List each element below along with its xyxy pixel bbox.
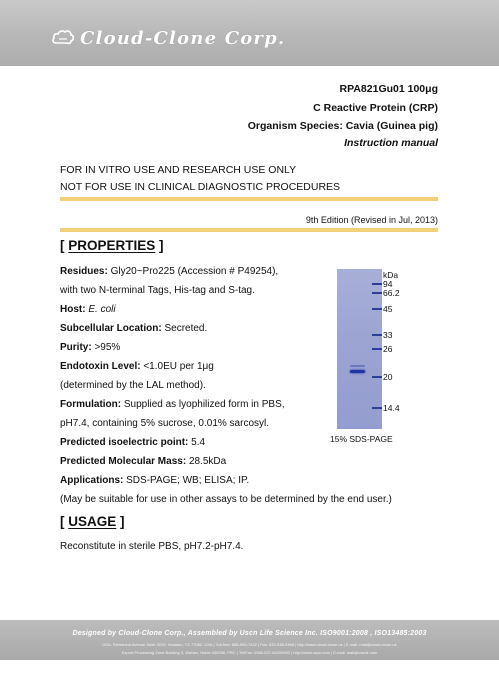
kda-unit-label: kDa xyxy=(383,270,399,280)
formulation-row: Formulation: Supplied as lyophilized form in PBS, xyxy=(60,399,285,410)
brand xyxy=(52,26,285,50)
marker-label-20: 20 xyxy=(383,372,393,382)
marker-label-94: 94 xyxy=(383,279,393,289)
clinical-use-notice: NOT FOR USE IN CLINICAL DIAGNOSTIC PROCEDURES xyxy=(60,181,341,193)
marker-label-26: 26 xyxy=(383,344,393,354)
divider xyxy=(60,228,438,232)
usage-text: Reconstitute in sterile PBS, pH7.2-pH7.4. xyxy=(60,541,244,552)
marker-band xyxy=(372,334,382,336)
applications-row: Applications: SDS-PAGE; WB; ELISA; IP. xyxy=(60,475,250,486)
edition-note: 9th Edition (Revised in Jul, 2013) xyxy=(305,215,438,225)
host-row: Host: E. coli xyxy=(60,304,116,315)
marker-band xyxy=(372,308,382,310)
gel-caption: 15% SDS-PAGE xyxy=(330,434,393,444)
marker-band xyxy=(372,407,382,409)
marker-band xyxy=(372,283,382,285)
document-type: Instruction manual xyxy=(344,137,438,149)
purity-row: Purity: >95% xyxy=(60,342,121,353)
marker-band xyxy=(372,292,382,294)
formulation-cont: pH7.4, containing 5% sucrose, 0.01% sarcosyl. xyxy=(60,418,269,429)
cloud-logo-icon xyxy=(52,28,74,48)
marker-label-33: 33 xyxy=(383,330,393,340)
research-use-notice: FOR IN VITRO USE AND RESEARCH USE ONLY xyxy=(60,164,297,176)
usage-heading: [ USAGE ] xyxy=(60,514,125,529)
footer-china-address: Export Processing Zone Building 3, Wuhan, Hubei 430056, PRC | Tel/Fax: 0086-027-84259552 | http://www.uscn.com | E-mail: mail@uscnk.com xyxy=(121,650,378,655)
footer-usa-address: USA: Richmond Avenue Suite 3019, Houston, TX 77082, USA | Toll-free: 888-960-7402 | Fax: 832-538-0368 | http://www.cloud-clone.us | E-mail: mail@cloud-clone.us xyxy=(102,642,397,647)
marker-band xyxy=(372,348,382,350)
molecular-mass-row: Predicted Molecular Mass: 28.5kDa xyxy=(60,456,227,467)
residues-cont: with two N-terminal Tags, His-tag and S-tag. xyxy=(60,285,255,296)
subcellular-row: Subcellular Location: Secreted. xyxy=(60,323,208,334)
sample-band xyxy=(350,370,365,373)
organism-species: Organism Species: Cavia (Guinea pig) xyxy=(247,120,438,132)
marker-band xyxy=(372,376,382,378)
catalog-number: RPA821Gu01 100μg xyxy=(339,83,438,95)
footer-credits: Designed by Cloud-Clone Corp., Assembled by Uscn Life Science Inc. ISO9001:2008 , ISO13485:2003 xyxy=(72,630,427,637)
applications-note: (May be suitable for use in other assays to be determined by the end user.) xyxy=(60,494,392,505)
marker-label-45: 45 xyxy=(383,304,393,314)
isoelectric-point-row: Predicted isoelectric point: 5.4 xyxy=(60,437,206,448)
properties-heading: [ PROPERTIES ] xyxy=(60,238,164,253)
marker-label-66: 66.2 xyxy=(383,288,400,298)
header-band xyxy=(0,0,499,66)
product-name: C Reactive Protein (CRP) xyxy=(313,102,438,114)
brand-name: Cloud-Clone Corp. xyxy=(80,27,286,49)
endotoxin-cont: (determined by the LAL method). xyxy=(60,380,206,391)
endotoxin-row: Endotoxin Level: <1.0EU per 1μg xyxy=(60,361,214,372)
divider xyxy=(60,197,438,201)
residues-row: Residues: Gly20~Pro225 (Accession # P49254), xyxy=(60,266,279,277)
sample-band-faint xyxy=(350,365,365,367)
marker-label-14: 14.4 xyxy=(383,403,400,413)
